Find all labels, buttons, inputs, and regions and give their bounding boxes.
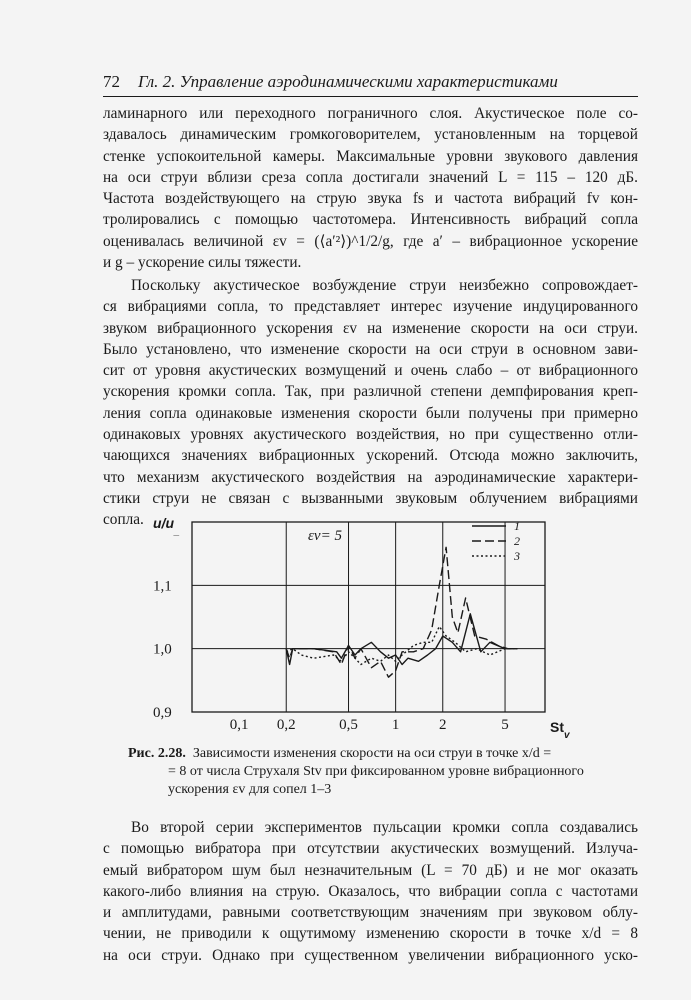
text-line: чении, не приводили к ощутимому изменению скорости в точке x/d = 8 bbox=[103, 925, 638, 943]
paragraph-3 bbox=[103, 817, 638, 966]
text-line: какого-либо влияния на струю. Оказалось, что вибрации сопла с частотами bbox=[103, 882, 638, 900]
caption-label: Рис. 2.28. bbox=[128, 746, 186, 761]
plot-frame bbox=[192, 522, 545, 712]
text-line: звуком вибрационного ускорения εv на изменение скорости на оси струи. bbox=[103, 319, 638, 337]
text-line: чающихся значениях вибрационных ускорений. Отсюда можно заключить, bbox=[103, 447, 638, 465]
text-line: Поскольку акустическое возбуждение струи неизбежно сопровождает- bbox=[131, 277, 638, 294]
x-tick-label: 0,1 bbox=[229, 717, 249, 733]
y-tick-label: 0,9 bbox=[153, 705, 172, 721]
x-tick-label: 0,2 bbox=[276, 717, 296, 733]
text-line: Частота воздействующего на струю звука fs и частота вибраций fv кон- bbox=[103, 190, 638, 208]
text-line: тролировались с помощью частотомера. Интенсивность вибраций сопла bbox=[103, 211, 638, 229]
x-tick-label: 1 bbox=[391, 717, 400, 733]
chart-series bbox=[286, 547, 517, 677]
text-line: стенке успокоительной камеры. Максимальные уровни звукового давления bbox=[103, 147, 638, 165]
legend-label: 3 bbox=[514, 549, 520, 563]
text-line: и g – ускорение силы тяжести. bbox=[103, 254, 302, 272]
text-line: с помощью вибратора при отсутствии акустических возмущений. Излуча- bbox=[103, 840, 638, 858]
text-line: Было установлено, что изменение скорости на оси струи в основном зави- bbox=[103, 340, 638, 358]
y-tick-label: 1,1 bbox=[153, 578, 172, 595]
figure-caption bbox=[128, 745, 628, 799]
header-rule bbox=[103, 96, 638, 97]
text-line: на оси струи вблизи среза сопла достигали значений L = 115 – 120 дБ. bbox=[103, 168, 638, 186]
text-line: ламинарного или переходного пограничного слоя. Акустическое поле со- bbox=[103, 105, 638, 122]
caption-line: = 8 от числа Струхаля Stv при фиксированном уровне вибрационного bbox=[168, 764, 584, 779]
text-line: и амплитудами, равными соответствующим значениям при звуковом облу- bbox=[103, 904, 638, 922]
running-header bbox=[103, 72, 643, 92]
y-axis-label: $u/u_{\_}$ bbox=[153, 515, 180, 537]
chart-legend bbox=[472, 519, 520, 563]
text-line: сит от уровня акустических возмущений и очень слабо – от вибрационного bbox=[103, 362, 638, 380]
paragraph-1 bbox=[103, 103, 638, 273]
text-line: оценивалась величиной εv = (⟨a′²⟩)^1/2/g, где a′ – вибрационное ускорение bbox=[103, 232, 638, 250]
x-tick-label: 0,5 bbox=[339, 717, 358, 733]
text-line: стики струи не связан с вызванными звуковым облучением вибрациями bbox=[103, 489, 638, 507]
text-line: ления сопла одинаковые изменения скорости были получены при примерно bbox=[103, 404, 638, 422]
page-number: 72 bbox=[103, 72, 120, 91]
chart-annotation: εv= 5 bbox=[308, 528, 342, 544]
text-line: емый вибратором шум был незначительным (L = 70 дБ) и не мог оказать bbox=[103, 861, 638, 879]
caption-line: Зависимости изменения скорости на оси струи в точке x/d = bbox=[192, 746, 552, 761]
chapter-title: Гл. 2. Управление аэродинамическими характеристиками bbox=[138, 72, 558, 91]
text-line: ся вибрациями сопла, то представляет интерес изучение индуцированного bbox=[103, 298, 638, 316]
caption-line: ускорения εv для сопел 1–3 bbox=[168, 782, 332, 797]
y-tick-label: 1,0 bbox=[153, 641, 172, 658]
legend-label: 1 bbox=[514, 519, 520, 533]
figure-chart bbox=[150, 510, 570, 742]
x-tick-label: 2 bbox=[439, 717, 447, 733]
text-line: на оси струи. Однако при существенном увеличении вибрационного уско- bbox=[103, 946, 638, 964]
text-line: здавалось динамическим громкоговорителем, установленным на торцевой bbox=[103, 126, 638, 144]
text-line: одинаковых уровнях акустического воздействия, но при существенно отли- bbox=[103, 426, 638, 444]
chart-grid bbox=[192, 522, 545, 712]
text-line: ускорения кромки сопла. Так, при различной степени демпфирования креп- bbox=[103, 383, 638, 401]
legend-label: 2 bbox=[514, 534, 520, 548]
text-line: что механизм акустического воздействия на аэродинамические характери- bbox=[103, 468, 638, 486]
x-tick-label: 5 bbox=[501, 717, 509, 733]
text-line: сопла. bbox=[103, 511, 144, 529]
series-line-3 bbox=[286, 627, 517, 665]
chart-labels bbox=[153, 515, 570, 741]
paragraph-2 bbox=[103, 275, 638, 531]
text-line: Во второй серии экспериментов пульсации кромки сопла создавались bbox=[131, 819, 638, 836]
x-axis-label: $St_v$ bbox=[550, 719, 570, 741]
